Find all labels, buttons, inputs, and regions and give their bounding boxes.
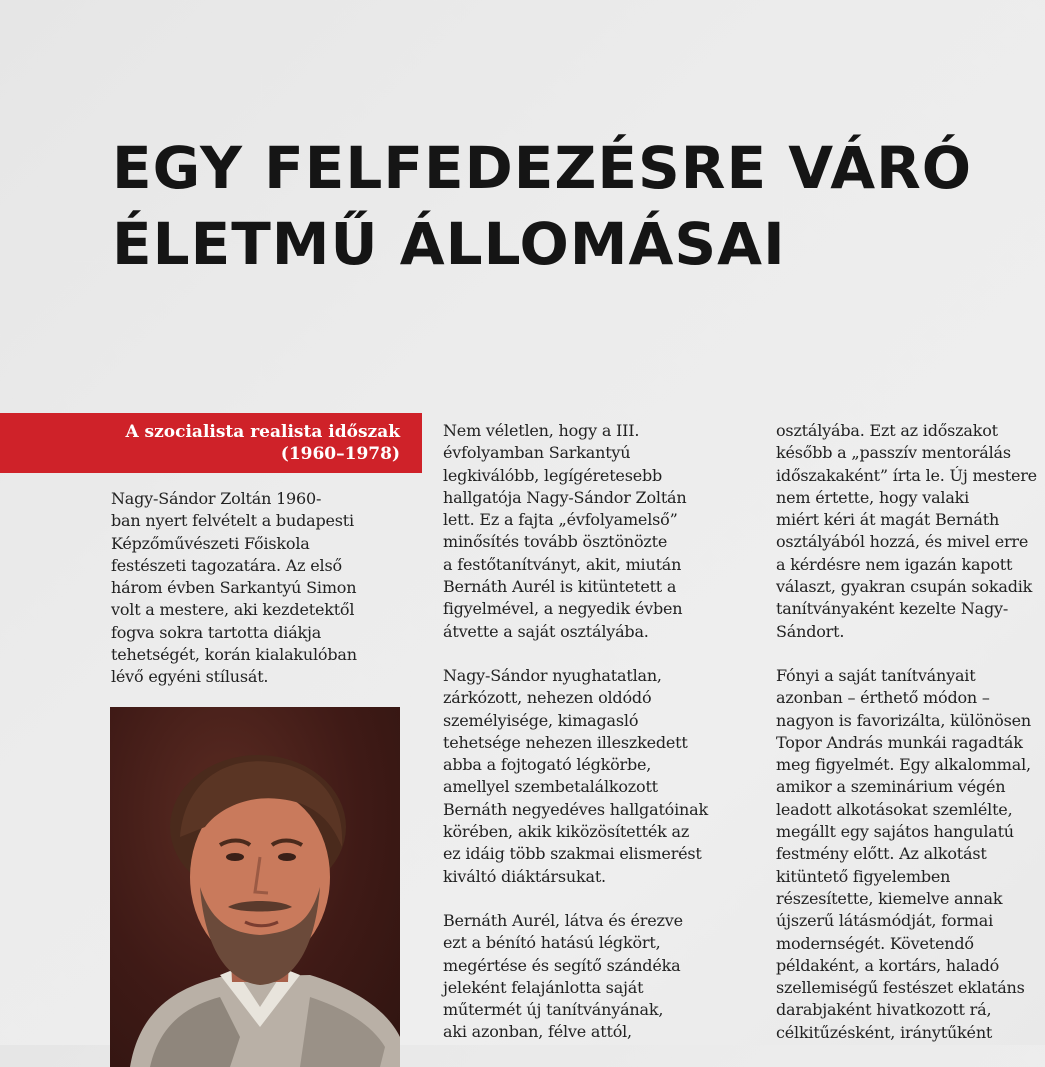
paragraph bbox=[111, 488, 411, 689]
text-line: tehetsége nehezen illeszkedett bbox=[443, 732, 688, 752]
text-line: példaként, a kortárs, haladó bbox=[776, 955, 1000, 975]
text-column-right bbox=[776, 420, 1045, 1044]
text-line: miért kéri át magát Bernáth bbox=[776, 510, 1000, 530]
text-line: Képzőművészeti Főiskola bbox=[111, 533, 310, 553]
text-line: volt a mestere, aki kezdetektől bbox=[111, 600, 355, 620]
portrait-illustration bbox=[110, 707, 400, 1067]
text-line: azonban – érthető módon – bbox=[776, 688, 990, 708]
paragraph bbox=[776, 420, 1045, 643]
text-line: festészeti tagozatára. Az első bbox=[111, 555, 342, 575]
section-header-band bbox=[0, 413, 422, 473]
text-line: zárkózott, nehezen oldódó bbox=[443, 688, 652, 708]
text-line: abba a fojtogató légkörbe, bbox=[443, 755, 652, 775]
text-line: hallgatója Nagy-Sándor Zoltán bbox=[443, 487, 687, 507]
text-line: leadott alkotásokat szemlélte, bbox=[776, 799, 1013, 819]
text-line: a festőtanítványt, akit, miután bbox=[443, 554, 682, 574]
text-line: figyelmével, a negyedik évben bbox=[443, 599, 683, 619]
paragraph bbox=[443, 420, 743, 643]
text-column-left bbox=[111, 488, 411, 689]
paragraph bbox=[443, 665, 743, 888]
page-title bbox=[112, 130, 972, 282]
text-line: darabjaként hivatkozott rá, bbox=[776, 1000, 992, 1020]
text-line: minősítés tovább ösztönözte bbox=[443, 532, 668, 552]
text-line: Topor András munkái ragadták bbox=[776, 732, 1023, 752]
text-line: célkitűzésként, iránytűként bbox=[776, 1022, 993, 1042]
text-line: nem értette, hogy valaki bbox=[776, 487, 970, 507]
text-line: a kérdésre nem igazán kapott bbox=[776, 554, 1013, 574]
text-line: tanítványaként kezelte Nagy- bbox=[776, 599, 1009, 619]
text-line: választ, gyakran csupán sokadik bbox=[776, 577, 1033, 597]
text-line: műtermét új tanítványának, bbox=[443, 1000, 664, 1020]
text-line: festmény előtt. Az alkotást bbox=[776, 844, 987, 864]
text-line: megértése és segítő szándéka bbox=[443, 955, 681, 975]
text-line: személyisége, kimagasló bbox=[443, 710, 639, 730]
text-line: Nem véletlen, hogy a III. bbox=[443, 421, 640, 440]
title-line-1: EGY FELFEDEZÉSRE VÁRÓ bbox=[112, 134, 973, 202]
title-line-2: ÉLETMŰ ÁLLOMÁSAI bbox=[112, 210, 786, 278]
text-line: legkiválóbb, legígéretesebb bbox=[443, 465, 663, 485]
text-line: aki azonban, félve attól, bbox=[443, 1022, 632, 1042]
text-line: Fónyi a saját tanítványait bbox=[776, 665, 976, 685]
text-line: Nagy-Sándor Zoltán 1960- bbox=[111, 489, 322, 508]
text-line: lévő egyéni stílusát. bbox=[111, 667, 269, 687]
paragraph bbox=[443, 910, 743, 1044]
text-line: Sándort. bbox=[776, 621, 845, 641]
text-line: modernségét. Követendő bbox=[776, 933, 974, 953]
text-line: Bernáth Aurél, látva és érezve bbox=[443, 910, 683, 930]
text-line: részesítette, kiemelve annak bbox=[776, 888, 1003, 908]
section-heading bbox=[125, 421, 400, 465]
text-line: tehetségét, korán kialakulóban bbox=[111, 645, 357, 665]
text-line: amellyel szembetalálkozott bbox=[443, 777, 658, 797]
text-line: meg figyelmét. Egy alkalommal, bbox=[776, 755, 1031, 775]
portrait-photo bbox=[110, 707, 400, 1067]
text-line: szellemiségű festészet eklatáns bbox=[776, 978, 1025, 998]
text-line: osztályába. Ezt az időszakot bbox=[776, 421, 998, 440]
text-line: Nagy-Sándor nyughatatlan, bbox=[443, 665, 662, 685]
text-line: ban nyert felvételt a budapesti bbox=[111, 511, 354, 531]
text-line: Bernáth Aurél is kitüntetett a bbox=[443, 577, 677, 597]
text-line: fogva sokra tartotta diákja bbox=[111, 622, 322, 642]
section-heading-line-1: A szocialista realista időszak bbox=[125, 422, 400, 442]
text-line: nagyon is favorizálta, különösen bbox=[776, 710, 1031, 730]
text-line: kiváltó diáktársukat. bbox=[443, 866, 606, 886]
section-heading-line-2: (1960–1978) bbox=[280, 444, 400, 464]
text-line: átvette a saját osztályába. bbox=[443, 621, 649, 641]
text-line: időszakaként” írta le. Új mestere bbox=[776, 465, 1037, 485]
text-line: osztályából hozzá, és mivel erre bbox=[776, 532, 1029, 552]
text-column-middle bbox=[443, 420, 743, 1044]
text-line: lett. Ez a fajta „évfolyamelső” bbox=[443, 510, 678, 530]
text-line: megállt egy sajátos hangulatú bbox=[776, 822, 1014, 842]
text-line: újszerű látásmódját, formai bbox=[776, 911, 994, 931]
text-line: ezt a bénító hatású légkört, bbox=[443, 933, 661, 953]
text-line: ez idáig több szakmai elismerést bbox=[443, 844, 702, 864]
text-line: jeleként felajánlotta saját bbox=[443, 977, 644, 997]
text-line: Bernáth negyedéves hallgatóinak bbox=[443, 799, 708, 819]
paragraph bbox=[776, 665, 1045, 1044]
text-line: körében, akik kiközösítették az bbox=[443, 822, 690, 842]
text-line: később a „passzív mentorálás bbox=[776, 443, 1011, 463]
text-line: évfolyamban Sarkantyú bbox=[443, 443, 631, 463]
text-line: amikor a szeminárium végén bbox=[776, 777, 1006, 797]
text-line: kitüntető figyelemben bbox=[776, 866, 951, 886]
text-line: három évben Sarkantyú Simon bbox=[111, 578, 357, 598]
